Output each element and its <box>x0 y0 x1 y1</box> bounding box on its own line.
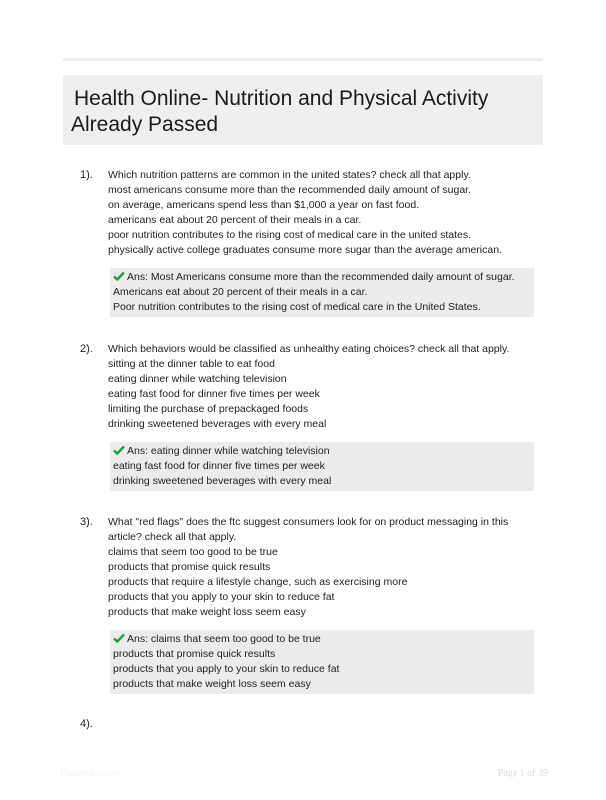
question-number: 4). <box>80 718 93 730</box>
question-option: products that make weight loss seem easy <box>108 606 306 618</box>
check-icon <box>113 633 125 643</box>
question-option: drinking sweetened beverages with every meal <box>108 418 327 430</box>
answer-line: products that promise quick results <box>113 648 276 660</box>
check-icon <box>113 445 125 455</box>
answer-line: Poor nutrition contributes to the rising cost of medical care in the United States. <box>113 301 481 313</box>
question-option: americans eat about 20 percent of their meals in a car. <box>108 214 362 226</box>
check-icon <box>113 271 125 281</box>
question-body <box>108 515 540 620</box>
question-prompt: Which behaviors would be classified as unhealthy eating choices? check all that apply. <box>108 343 510 355</box>
top-divider <box>63 58 543 61</box>
question-number: 1). <box>80 169 93 181</box>
question-option: products that promise quick results <box>108 561 271 573</box>
question-prompt: What "red flags" does the ftc suggest consumers look for on product messaging in this article? check all that apply. <box>108 516 509 543</box>
answer-line: Americans eat about 20 percent of their meals in a car. <box>113 286 368 298</box>
title-line-2: Already Passed <box>71 113 219 136</box>
question-option: products that require a lifestyle change, such as exercising more <box>108 576 408 588</box>
question-option: poor nutrition contributes to the rising cost of medical care in the united states. <box>108 229 472 241</box>
answer-line <box>113 632 530 647</box>
footer-watermark: Papertutor.com <box>60 768 122 778</box>
answer-line: products that make weight loss seem easy <box>113 678 311 690</box>
answer-box-2 <box>110 442 534 491</box>
answer-line: eating fast food for dinner five times per week <box>113 460 325 472</box>
question-option: sitting at the dinner table to eat food <box>108 358 275 370</box>
question-option: physically active college graduates consume more sugar than the average american. <box>108 244 502 256</box>
question-option: claims that seem too good to be true <box>108 546 278 558</box>
title-line-1: Health Online- Nutrition and Physical Activity <box>74 87 489 110</box>
answer-line: drinking sweetened beverages with every meal <box>113 475 332 487</box>
question-option: limiting the purchase of prepackaged foods <box>108 403 309 415</box>
question-prompt: Which nutrition patterns are common in the united states? check all that apply. <box>108 169 471 181</box>
document-title <box>63 75 543 145</box>
page-indicator: Page 1 of 39 <box>497 768 548 779</box>
answer-line <box>113 444 530 459</box>
question-option: on average, americans spend less than $1,000 a year on fast food. <box>108 199 420 211</box>
answer-line: products that you apply to your skin to reduce fat <box>113 663 340 675</box>
question-number: 3). <box>80 516 93 528</box>
answer-text: Ans: Most Americans consume more than the recommended daily amount of sugar. <box>127 271 515 283</box>
question-option: eating dinner while watching television <box>108 373 287 385</box>
question-body <box>108 168 540 258</box>
question-option: products that you apply to your skin to reduce fat <box>108 591 335 603</box>
question-option: most americans consume more than the recommended daily amount of sugar. <box>108 184 472 196</box>
answer-box-3 <box>110 630 534 694</box>
question-body <box>108 342 540 432</box>
answer-text: Ans: eating dinner while watching television <box>127 445 330 457</box>
answer-box-1 <box>110 268 534 317</box>
answer-text: Ans: claims that seem too good to be true <box>127 633 321 645</box>
question-option: eating fast food for dinner five times per week <box>108 388 320 400</box>
answer-line <box>113 270 530 285</box>
question-number: 2). <box>80 343 93 355</box>
